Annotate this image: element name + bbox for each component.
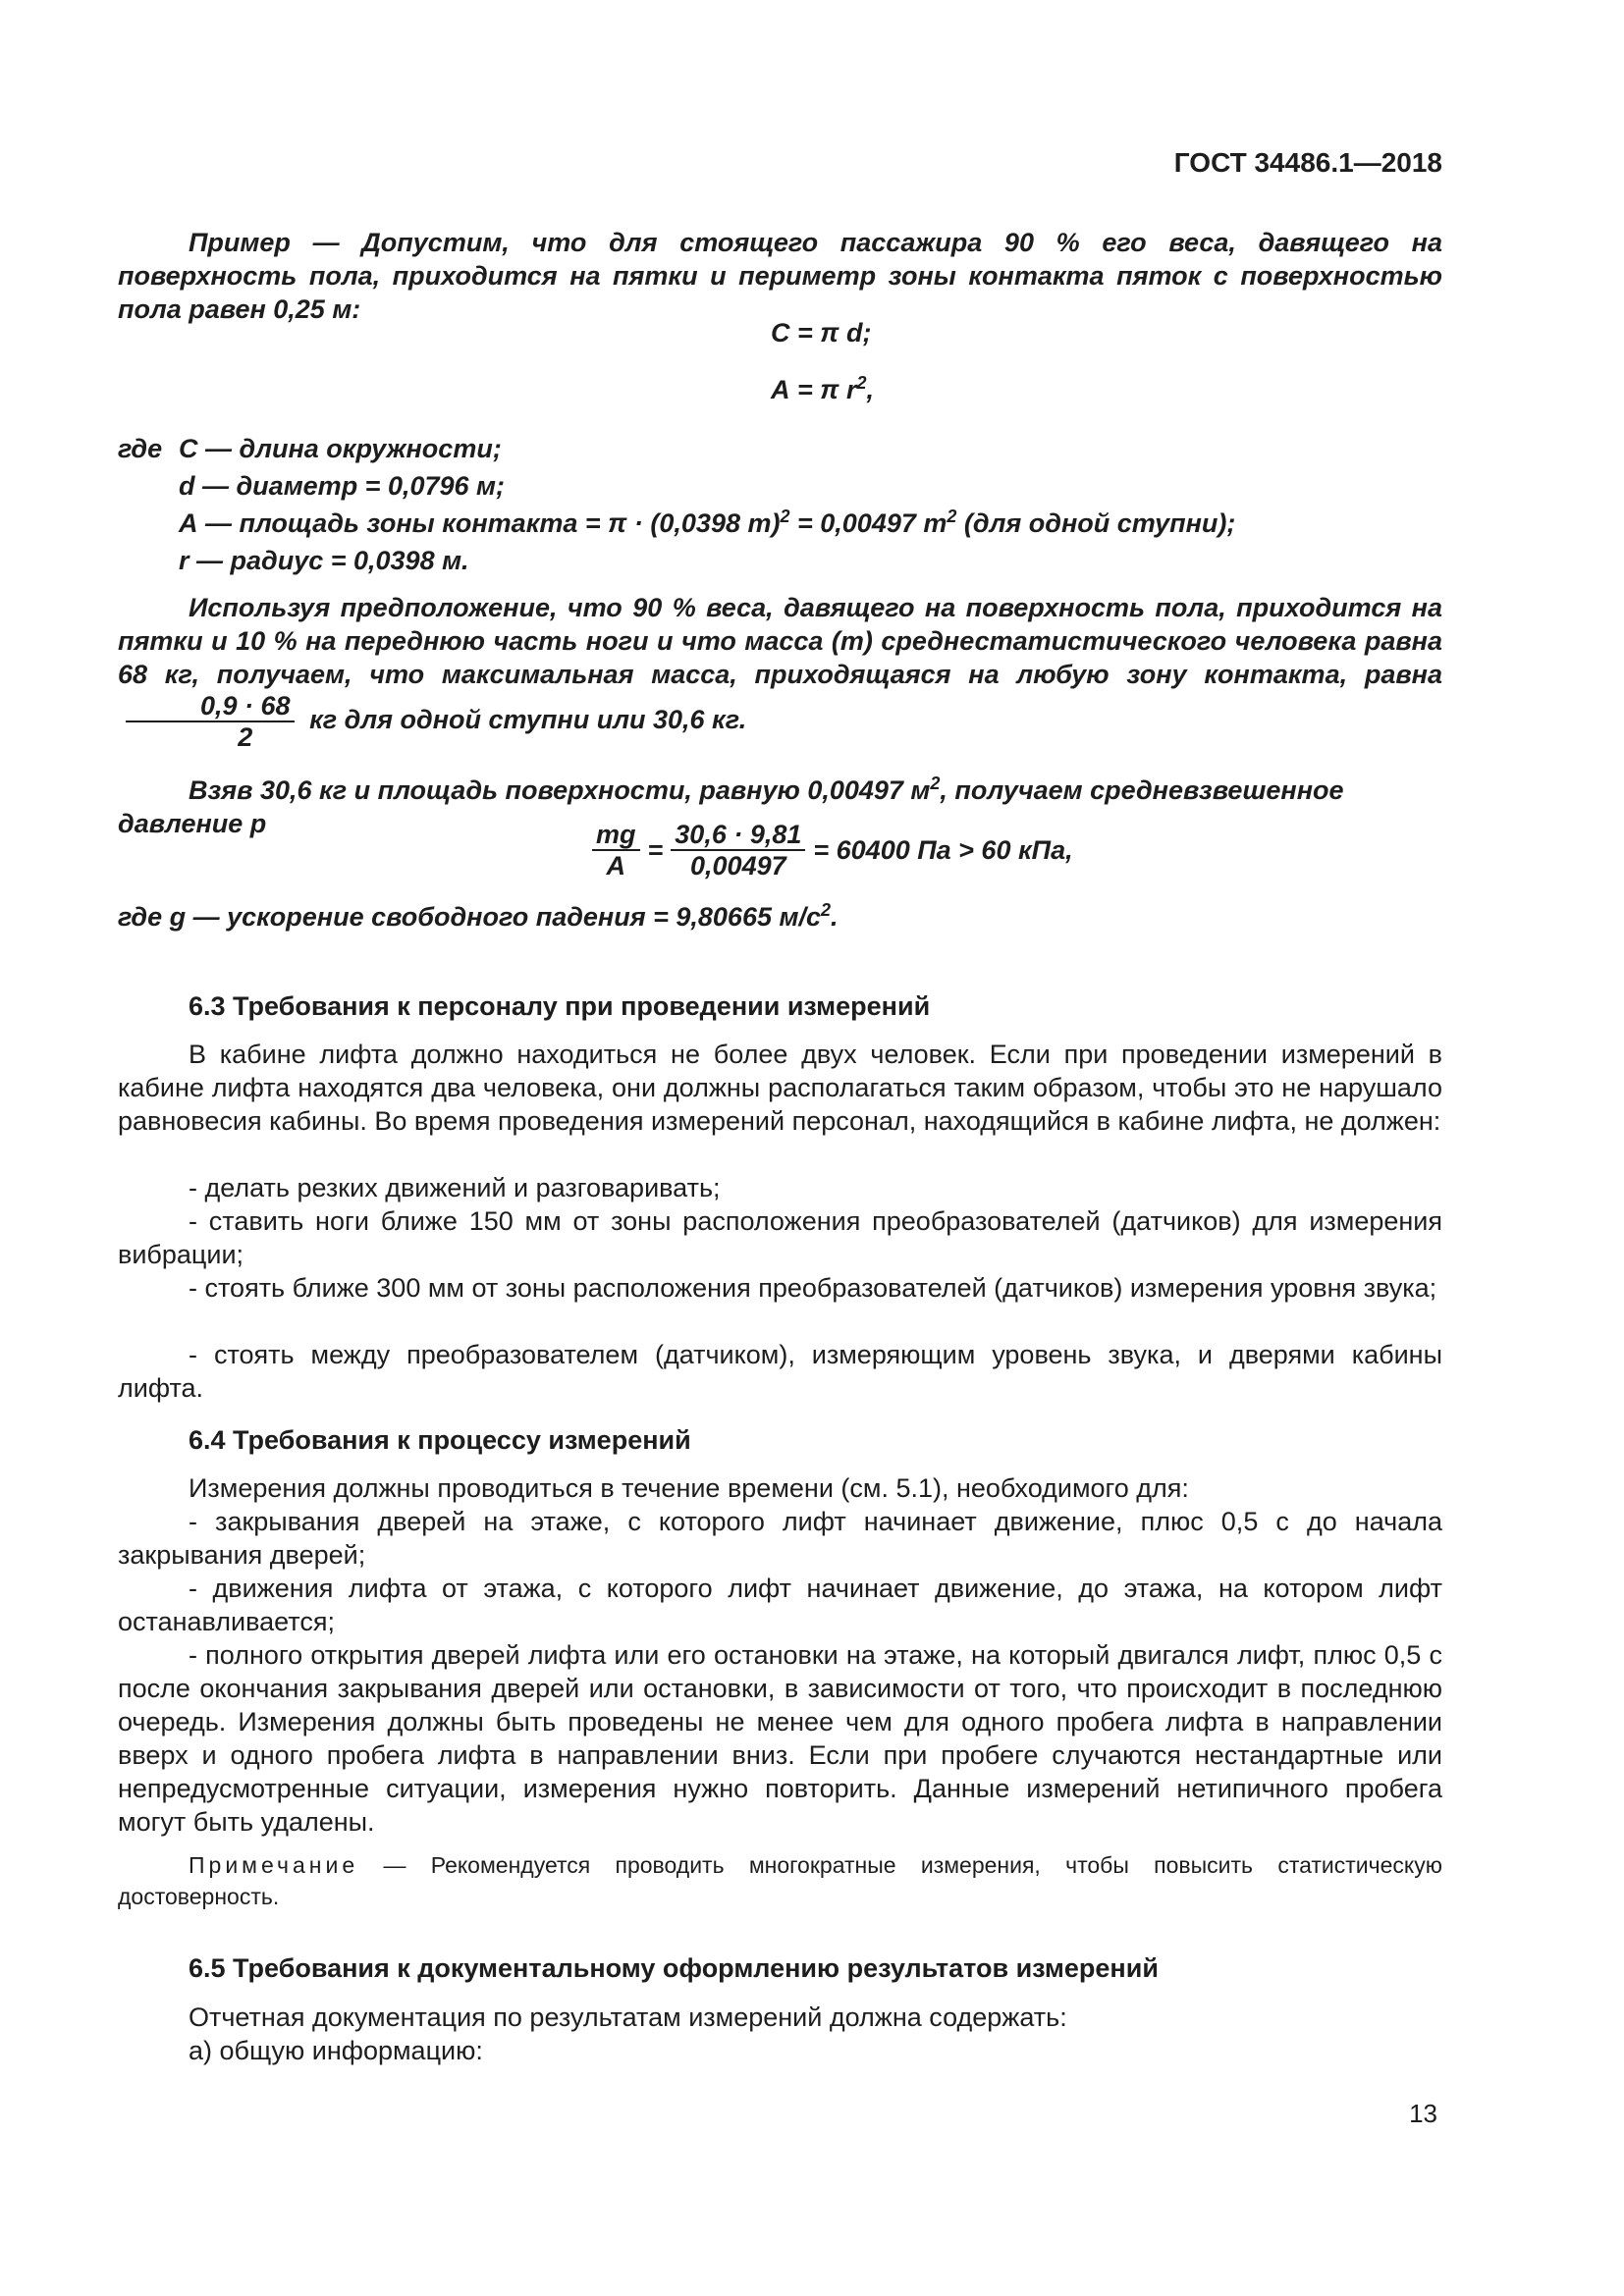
formula-result: = 60400 Па > 60 кПа, — [813, 835, 1073, 865]
section-6-5-title: 6.5 Требования к документальному оформлению результатов измерений — [189, 1953, 1159, 1983]
formula-a-tail: , — [866, 375, 875, 404]
para-using-text: Используя предположение, что 90 % веса, давящего на поверхность пола, приходится на пятки и 10 % на переднюю часть ноги и что масса (m) среднестатистического человека равна 68 кг, получаем, что максимальная масса, приходящаяся на любую зону контакта, равна — [118, 593, 1442, 689]
formula-a-base: А = π r — [771, 375, 857, 404]
formula-equals: = — [647, 835, 664, 865]
para-take-pre: Взяв 30,6 кг и площадь поверхности, равную 0,00497 м — [189, 775, 931, 805]
section-6-4-para: Измерения должны проводиться в течение времени (см. 5.1), необходимого для: — [189, 1473, 1189, 1503]
where-word: где — [118, 434, 163, 463]
formula-area — [118, 373, 1442, 406]
para-using — [118, 591, 1442, 752]
where-list — [118, 432, 1442, 581]
section-6-3-item-2: - ставить ноги ближе 150 мм от зоны расположения преобразователей (датчиков) для измерения вибрации; — [118, 1206, 1442, 1269]
para-using-tail: кг для одной ступни или 30,6 кг. — [309, 705, 747, 735]
section-6-4-item-2: - движения лифта от этажа, с которого лифт начинает движение, до этажа, на котором лифт останавливается; — [118, 1574, 1442, 1636]
section-6-4-item-1: - закрывания дверей на этаже, с которого лифт начинает движение, плюс 0,5 с до начала закрывания дверей; — [118, 1507, 1442, 1570]
section-6-3-item-4: - стоять между преобразователем (датчиком), измеряющим уровень звука, и дверями кабины лифта. — [118, 1340, 1442, 1403]
where-g-pre: где g — ускорение свободного падения = 9,80665 м/с — [118, 902, 821, 932]
page-number: 13 — [1409, 2099, 1437, 2128]
fraction-values-den: 0,00497 — [690, 851, 786, 881]
fraction-a: A — [606, 851, 625, 881]
where-g-post: . — [831, 902, 839, 932]
section-6-4-item-3: - полного открытия дверей лифта или его остановки на этаже, на который двигался лифт, плюс 0,5 с после окончания закрывания дверей или остановки, в зависимости от того, что происходит в последнюю очередь. Измерения должны быть проведены не менее чем для одного пробега лифта в направлении вверх и одного пробега лифта в направлении вниз. Если при пробеге случаются нестандартные или непредусмотренные ситуации, измерения нужно повторить. Данные измерений нетипичного пробега могут быть удалены. — [118, 1640, 1442, 1837]
document-header: ГОСТ 34486.1—2018 — [1173, 147, 1442, 178]
where-item-a-pre: А — площадь зоны контакта = π · (0,0398 m) — [179, 508, 781, 538]
para-take-sup: 2 — [930, 774, 941, 793]
where-item-r: r — радиус = 0,0398 м. — [179, 546, 469, 575]
where-g — [118, 900, 1442, 934]
section-6-5-item-a: а) общую информацию: — [189, 2036, 483, 2065]
formula-c: С = π d; — [771, 318, 872, 347]
fraction-mass — [126, 691, 295, 752]
where-item-a-mid: = 0,00497 m — [789, 508, 947, 538]
formula-circumference — [118, 316, 1442, 349]
section-6-3-title: 6.3 Требования к персоналу при проведении измерений — [189, 991, 931, 1021]
section-6-4-title: 6.4 Требования к процессу измерений — [189, 1425, 691, 1455]
fraction-mg-a — [592, 820, 640, 881]
note-text: — Рекомендуется проводить многократные измерения, чтобы повысить статистическую достоверность. — [118, 1852, 1442, 1909]
where-item-c: С — длина окружности; — [179, 434, 502, 463]
fraction-mg: mg — [592, 820, 640, 851]
section-6-3-para: В кабине лифта должно находиться не более двух человек. Если при проведении измерений в кабине лифта находятся два человека, они должны располагаться таким образом, чтобы это не нарушало равновесия кабины. Во время проведения измерений персонал, находящийся в кабине лифта, не должен: — [118, 1040, 1442, 1136]
note-label: Примечание — [189, 1852, 359, 1878]
fraction-values — [671, 820, 805, 881]
example-intro: Пример — Допустим, что для стоящего пассажира 90 % его веса, давящего на поверхность пола, приходится на пятки и периметр зоны контакта пяток с поверхностью пола равен 0,25 м: — [118, 228, 1442, 324]
where-item-a-sup2: 2 — [947, 507, 957, 526]
where-item-a — [118, 507, 1442, 544]
section-6-3-item-1: - делать резких движений и разговаривать; — [189, 1173, 721, 1202]
where-item-d: d — диаметр = 0,0796 м; — [179, 471, 506, 501]
section-6-3-item-3: - стоять ближе 300 мм от зоны расположения преобразователей (датчиков) измерения уровня звука; — [189, 1273, 1437, 1303]
para-take-post: , получаем средневзвешенное давление p — [118, 775, 1344, 838]
where-g-sup: 2 — [820, 900, 831, 920]
section-6-5-para: Отчетная документация по результатам измерений должна содержать: — [189, 2002, 1067, 2032]
formula-a-exp: 2 — [856, 373, 867, 393]
formula-pressure — [118, 820, 1442, 881]
fraction-mass-num: 0,9 · 68 — [126, 691, 295, 722]
fraction-mass-den: 2 — [238, 722, 253, 752]
fraction-values-num: 30,6 · 9,81 — [671, 820, 805, 851]
where-item-a-sup1: 2 — [780, 507, 790, 526]
section-6-4-note — [118, 1849, 1442, 1912]
where-item-a-post: (для одной ступни); — [956, 508, 1236, 538]
